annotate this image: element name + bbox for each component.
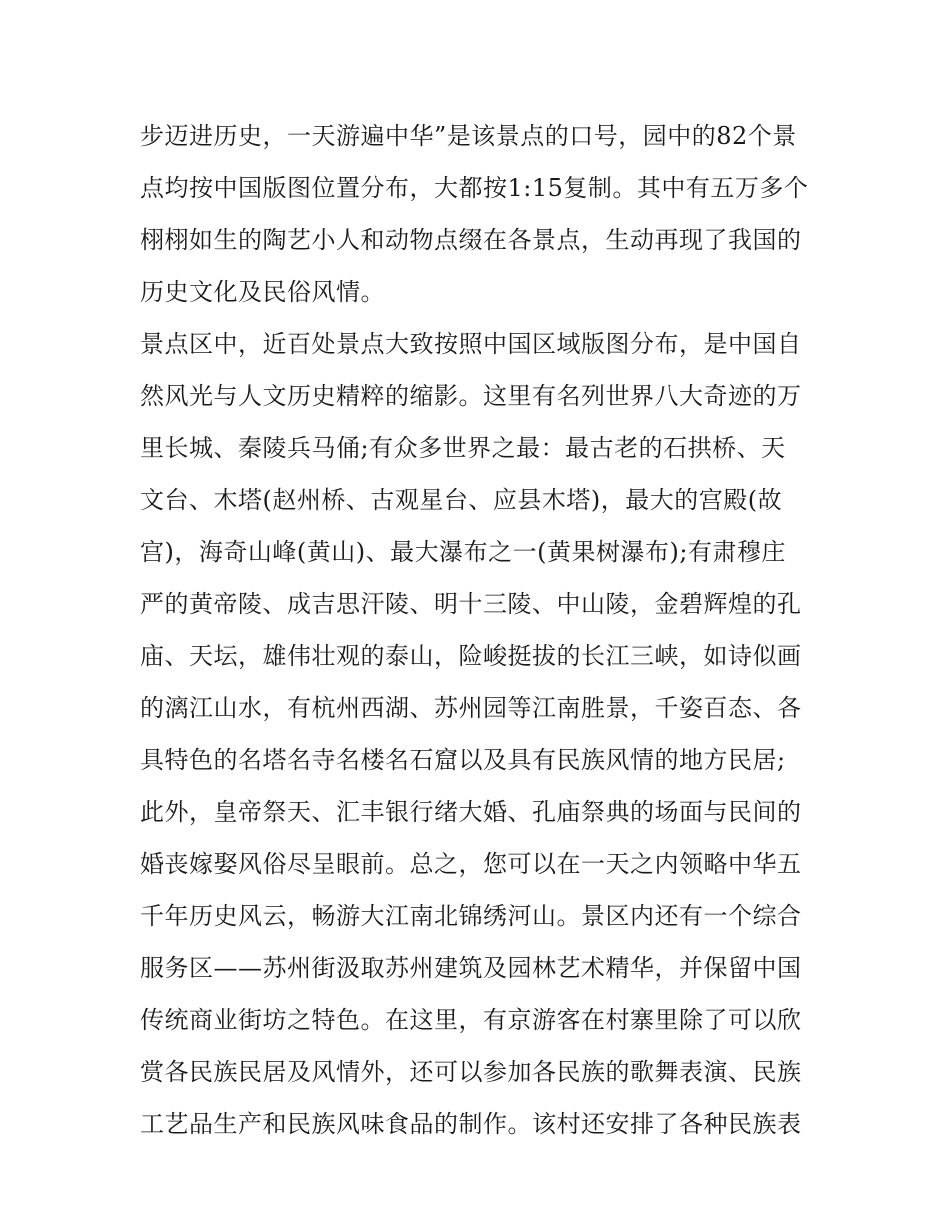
text-line: 点均按中国版图位置分布，大都按1:15复制。其中有五万多个	[140, 174, 809, 202]
paragraph-1	[140, 110, 814, 318]
text-line: 文台、木塔(赵州桥、古观星台、应县木塔)，最大的宫殿(故	[140, 486, 783, 514]
text-line: 的漓江山水，有杭州西湖、苏州园等江南胜景，千姿百态、各	[140, 694, 802, 722]
text-line: 传统商业街坊之特色。在这里，有京游客在村寨里除了可以欣	[140, 1006, 802, 1034]
text-line: 服务区——苏州街汲取苏州建筑及园林艺术精华，并保留中国	[140, 954, 802, 982]
text-line: 历史文化及民俗风情。	[140, 278, 385, 306]
text-line: 庙、天坛，雄伟壮观的泰山，险峻挺拔的长江三峡，如诗似画	[140, 642, 802, 670]
text-line: 此外，皇帝祭天、汇丰银行绪大婚、孔庙祭典的场面与民间的	[140, 798, 802, 826]
text-line: 千年历史风云，畅游大江南北锦绣河山。景区内还有一个综合	[140, 902, 802, 930]
text-line: 工艺品生产和民族风味食品的制作。该村还安排了各种民族表	[140, 1110, 802, 1138]
text-line: 步迈进历史，一天游遍中华”是该景点的口号，园中的82个景	[140, 122, 797, 150]
text-line: 然风光与人文历史精粹的缩影。这里有名列世界八大奇迹的万	[140, 382, 802, 410]
text-line: 严的黄帝陵、成吉思汗陵、明十三陵、中山陵，金碧辉煌的孔	[140, 590, 802, 618]
paragraph-2	[140, 318, 814, 1150]
text-line: 宫)，海奇山峰(黄山)、最大瀑布之一(黄果树瀑布);有肃穆庄	[140, 538, 786, 566]
text-line: 具特色的名塔名寺名楼名石窟以及具有民族风情的地方民居;	[140, 746, 786, 774]
text-line: 婚丧嫁娶风俗尽呈眼前。总之，您可以在一天之内领略中华五	[140, 850, 802, 878]
body-text	[140, 110, 814, 1150]
text-line: 景点区中，近百处景点大致按照中国区域版图分布，是中国自	[140, 330, 802, 358]
text-line: 里长城、秦陵兵马俑;有众多世界之最：最古老的石拱桥、天	[140, 434, 786, 462]
text-line: 栩栩如生的陶艺小人和动物点缀在各景点，生动再现了我国的	[140, 226, 802, 254]
text-line: 赏各民族民居及风情外，还可以参加各民族的歌舞表演、民族	[140, 1058, 802, 1086]
